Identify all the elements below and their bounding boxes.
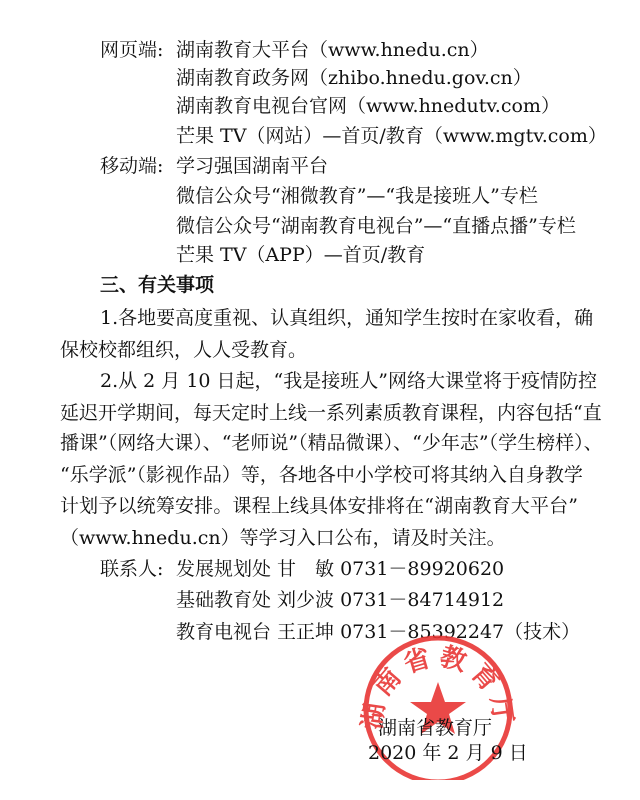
- item2-line-6: （www.hnedu.cn）等学习入口公布，请及时关注。: [60, 527, 506, 549]
- contacts-label: 联系人:: [100, 558, 164, 580]
- mobile-platform-4: 芒果 TV（APP）—首页/教育: [176, 244, 426, 266]
- signature-org: 湖南省教育厅: [378, 717, 493, 739]
- contact-row-2: 基础教育处 刘少波 0731－84714912: [176, 589, 505, 611]
- item2-line-3: 播课”（网络大课）、“老师说”（精品微课）、“少年志”（学生榜样）、: [60, 432, 603, 454]
- web-platform-1: 湖南教育大平台（www.hnedu.cn）: [176, 39, 489, 61]
- web-platform-2: 湖南教育政务网（zhibo.hnedu.gov.cn）: [176, 67, 532, 89]
- signature-date: 2020 年 2 月 9 日: [368, 742, 528, 764]
- item2-line-5: 计划予以统筹安排。课程上线具体安排将在“湖南教育大平台”: [60, 495, 578, 517]
- item1-line-2: 保校校都组织，人人受教育。: [60, 339, 308, 361]
- mobile-platform-1: 学习强国湖南平台: [176, 155, 329, 177]
- mobile-platform-3: 微信公众号“湖南教育电视台”—“直播点播”专栏: [176, 215, 576, 237]
- mobile-label: 移动端:: [100, 155, 164, 177]
- contact-row-3: 教育电视台 王正坤 0731－85392247（技术）: [176, 621, 581, 643]
- web-platform-3: 湖南教育电视台官网（www.hnedutv.com）: [176, 95, 560, 117]
- web-platform-4: 芒果 TV（网站）—首页/教育（www.mgtv.com）: [176, 125, 607, 147]
- item2-line-1: 2.从 2 月 10 日起，“我是接班人”网络大课堂将于疫情防控: [100, 370, 597, 392]
- mobile-platform-2: 微信公众号“湘微教育”—“我是接班人”专栏: [176, 185, 538, 207]
- contact-row-1: 发展规划处 甘 敏 0731－89920620: [176, 558, 505, 580]
- web-label: 网页端:: [100, 39, 164, 61]
- item2-line-2: 延迟开学期间，每天定时上线一系列素质教育课程，内容包括“直: [60, 402, 602, 424]
- item2-line-4: “乐学派”（影视作品）等，各地各中小学校可将其纳入自身教学: [60, 464, 583, 486]
- seal-text: 湖南省教育厅: [357, 641, 519, 732]
- section-heading: 三、有关事项: [100, 274, 215, 296]
- item1-line-1: 1.各地要高度重视、认真组织，通知学生按时在家收看，确: [100, 307, 594, 329]
